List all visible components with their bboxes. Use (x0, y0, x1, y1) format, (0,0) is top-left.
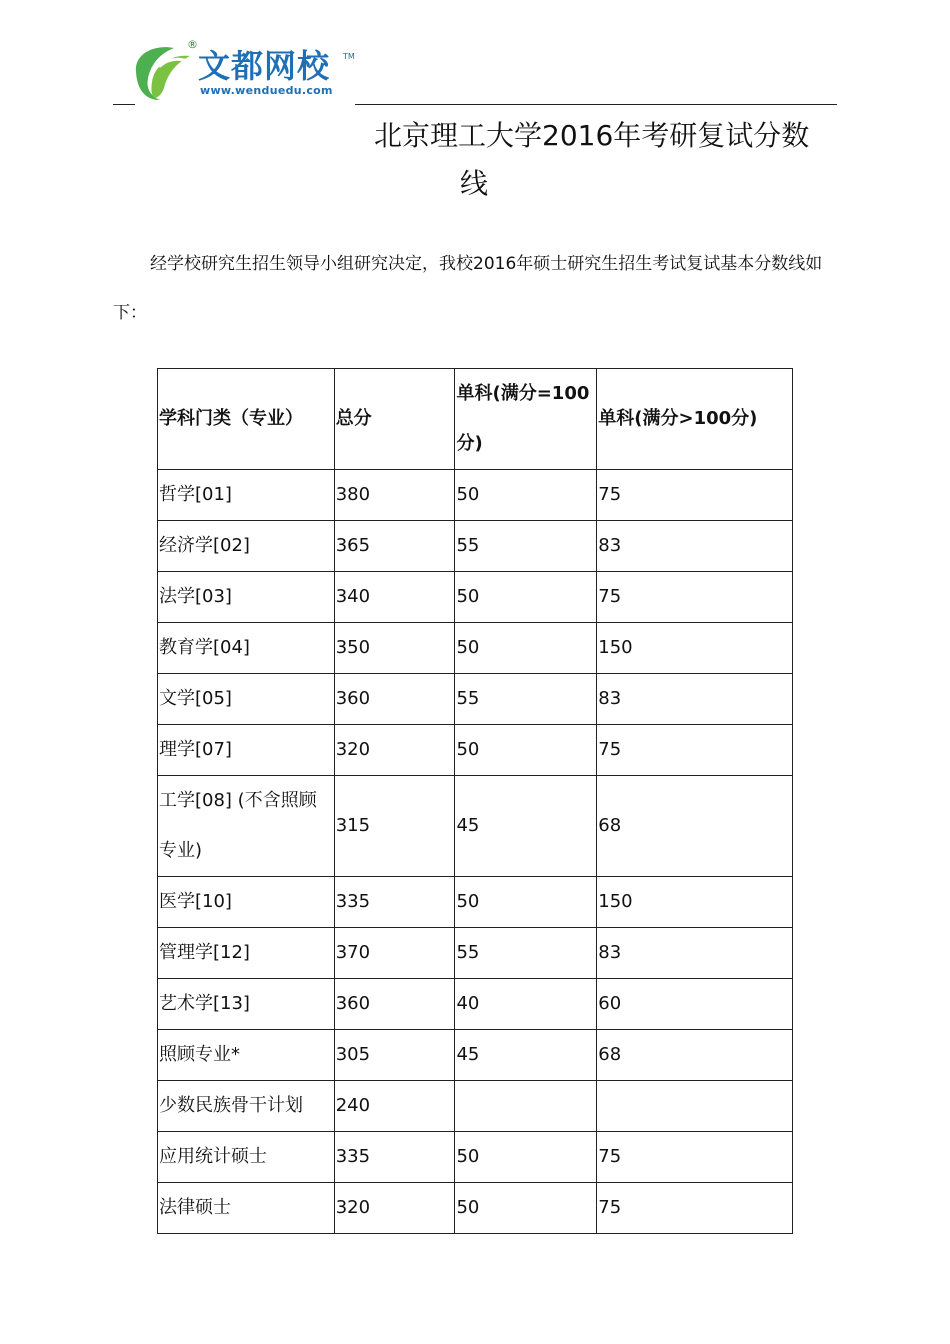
cell-single-over-100: 75 (597, 725, 793, 776)
cell-single-100: 55 (455, 928, 597, 979)
cell-single-over-100: 60 (597, 979, 793, 1030)
cell-single-100: 50 (455, 1132, 597, 1183)
cell-single-100: 50 (455, 623, 597, 674)
cell-total: 320 (334, 1183, 455, 1234)
cell-single-100: 55 (455, 521, 597, 572)
cell-single-over-100: 68 (597, 776, 793, 877)
header-single-over-100: 单科(满分>100分) (597, 369, 793, 470)
cell-total: 335 (334, 1132, 455, 1183)
header-total: 总分 (334, 369, 455, 470)
cell-discipline: 理学[07] (158, 725, 335, 776)
cell-single-over-100: 150 (597, 877, 793, 928)
cell-total: 320 (334, 725, 455, 776)
cell-discipline: 文学[05] (158, 674, 335, 725)
cell-single-over-100: 83 (597, 674, 793, 725)
title-line-1: 北京理工大学2016年考研复试分数 (374, 119, 810, 152)
table-row (158, 572, 793, 623)
table-row (158, 928, 793, 979)
cell-discipline: 照顾专业* (158, 1030, 335, 1081)
cell-discipline: 哲学[01] (158, 470, 335, 521)
cell-total: 240 (334, 1081, 455, 1132)
cell-total: 335 (334, 877, 455, 928)
document-title (374, 112, 844, 208)
logo (130, 38, 370, 104)
cell-single-100: 40 (455, 979, 597, 1030)
cell-total: 360 (334, 674, 455, 725)
cell-single-over-100: 83 (597, 521, 793, 572)
cell-single-100: 45 (455, 776, 597, 877)
cell-single-over-100: 75 (597, 1132, 793, 1183)
cell-discipline: 工学[08] (不含照顾专业) (158, 776, 335, 877)
registered-mark: ® (187, 38, 198, 51)
cell-single-100: 45 (455, 1030, 597, 1081)
table-row (158, 674, 793, 725)
cell-single-over-100 (597, 1081, 793, 1132)
cell-single-100: 50 (455, 470, 597, 521)
cell-single-100: 50 (455, 877, 597, 928)
table-row (158, 623, 793, 674)
table-row (158, 521, 793, 572)
title-line-2: 线 (460, 167, 489, 200)
cell-single-over-100: 75 (597, 470, 793, 521)
cell-total: 380 (334, 470, 455, 521)
table-row (158, 725, 793, 776)
cell-total: 370 (334, 928, 455, 979)
header-discipline: 学科门类（专业） (158, 369, 335, 470)
cell-total: 360 (334, 979, 455, 1030)
cell-single-100: 50 (455, 725, 597, 776)
score-table (157, 368, 793, 1234)
table-row (158, 470, 793, 521)
logo-text: 文都网校 (198, 47, 331, 85)
table-header-row (158, 369, 793, 470)
cell-single-100 (455, 1081, 597, 1132)
logo-url: www.wenduedu.com (200, 84, 333, 97)
table-row (158, 877, 793, 928)
cell-total: 340 (334, 572, 455, 623)
table-row (158, 1183, 793, 1234)
cell-discipline: 医学[10] (158, 877, 335, 928)
cell-discipline: 法律硕士 (158, 1183, 335, 1234)
table-row (158, 979, 793, 1030)
header-rule-left (113, 104, 135, 105)
cell-total: 350 (334, 623, 455, 674)
table-row (158, 1081, 793, 1132)
cell-discipline: 管理学[12] (158, 928, 335, 979)
cell-single-100: 50 (455, 1183, 597, 1234)
table-row (158, 1030, 793, 1081)
trademark-mark: TM (343, 52, 355, 61)
cell-total: 365 (334, 521, 455, 572)
cell-single-over-100: 150 (597, 623, 793, 674)
cell-discipline: 艺术学[13] (158, 979, 335, 1030)
table-row (158, 776, 793, 877)
header-rule-right (355, 104, 837, 105)
cell-total: 315 (334, 776, 455, 877)
cell-single-100: 55 (455, 674, 597, 725)
cell-discipline: 少数民族骨干计划 (158, 1081, 335, 1132)
cell-total: 305 (334, 1030, 455, 1081)
cell-single-over-100: 75 (597, 572, 793, 623)
cell-discipline: 法学[03] (158, 572, 335, 623)
table-row (158, 1132, 793, 1183)
header-single-100: 单科(满分=100分) (455, 369, 597, 470)
cell-single-over-100: 75 (597, 1183, 793, 1234)
wendu-leaf-icon (130, 42, 194, 104)
cell-single-100: 50 (455, 572, 597, 623)
cell-single-over-100: 68 (597, 1030, 793, 1081)
cell-single-over-100: 83 (597, 928, 793, 979)
cell-discipline: 应用统计硕士 (158, 1132, 335, 1183)
cell-discipline: 教育学[04] (158, 623, 335, 674)
intro-paragraph: 经学校研究生招生领导小组研究决定，我校2016年硕士研究生招生考试复试基本分数线如下： (113, 254, 823, 323)
cell-discipline: 经济学[02] (158, 521, 335, 572)
